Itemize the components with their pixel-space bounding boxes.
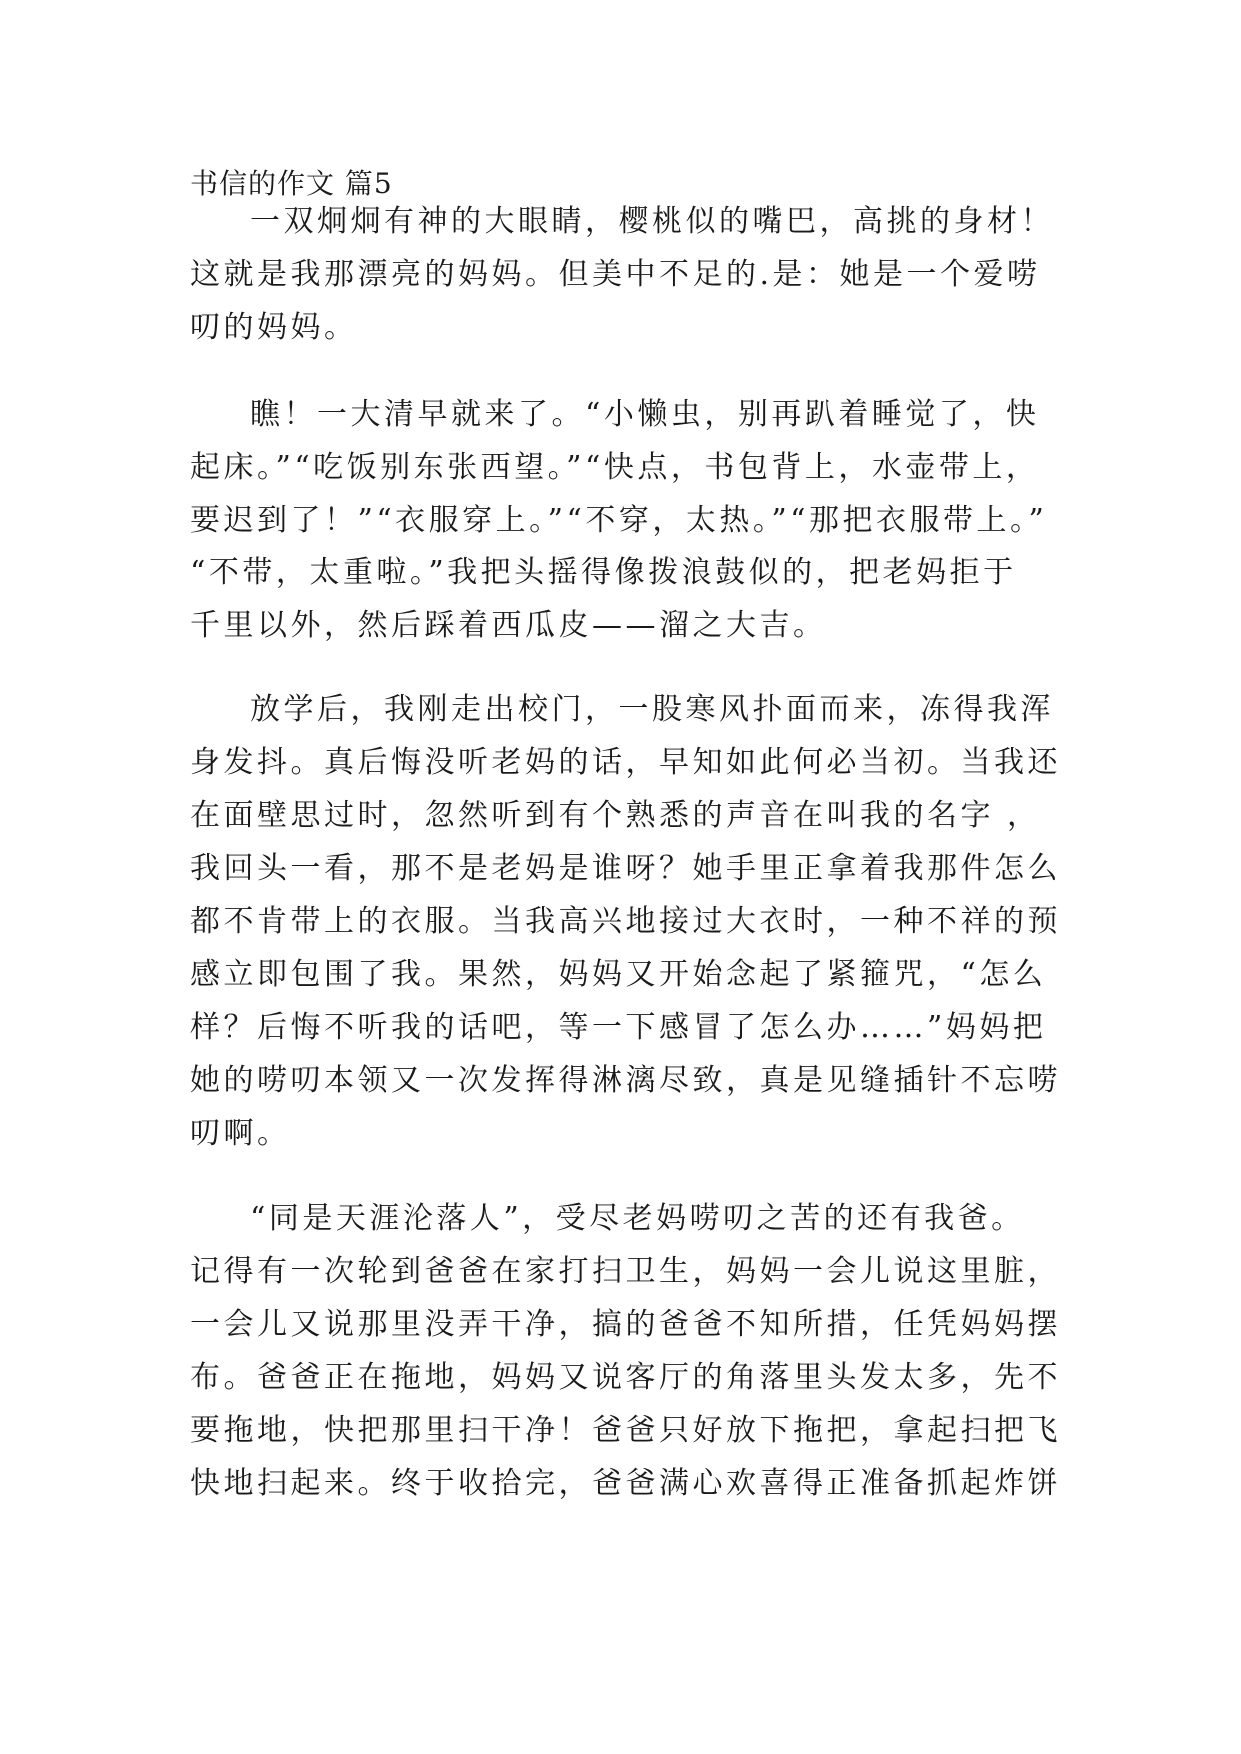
text-line: 布。爸爸正在拖地，妈妈又说客厅的角落里头发太多，先不 — [190, 1360, 1061, 1395]
text-line: “不带，太重啦。”我把头摇得像拨浪鼓似的，把老妈拒于 — [190, 555, 1017, 590]
text-line: 要迟到了！”“衣服穿上。”“不穿，太热。”“那把衣服带上。” — [190, 503, 1048, 538]
text-line: 这就是我那漂亮的妈妈。但美中不足的.是：她是一个爱唠 — [190, 257, 1041, 292]
text-line: 一双炯炯有神的大眼睛，樱桃似的嘴巴，高挑的身材！ — [250, 204, 1054, 239]
document-title: 书信的作文 篇5 — [190, 167, 393, 200]
text-line: 叨啊。 — [190, 1116, 291, 1151]
text-line: 记得有一次轮到爸爸在家打扫卫生，妈妈一会儿说这里脏， — [190, 1254, 1061, 1289]
text-line: 放学后，我刚走出校门，一股寒风扑面而来，冻得我浑 — [250, 692, 1054, 727]
text-line: 我回头一看，那不是老妈是谁呀？她手里正拿着我那件怎么 — [190, 851, 1061, 886]
text-line: 样？后悔不听我的话吧，等一下感冒了怎么办……”妈妈把 — [190, 1010, 1047, 1045]
text-line: 一会儿又说那里没弄干净，搞的爸爸不知所措，任凭妈妈摆 — [190, 1307, 1061, 1342]
text-line: 千里以外，然后踩着西瓜皮——溜之大吉。 — [190, 608, 827, 643]
text-line: 都不肯带上的衣服。当我高兴地接过大衣时，一种不祥的预 — [190, 904, 1061, 939]
text-line: 她的唠叨本领又一次发挥得淋漓尽致，真是见缝插针不忘唠 — [190, 1063, 1061, 1098]
text-line: 身发抖。真后悔没听老妈的话，早知如此何必当初。当我还 — [190, 745, 1061, 780]
text-line: 起床。”“吃饭别东张西望。”“快点，书包背上，水壶带上， — [190, 450, 1040, 485]
text-line: 感立即包围了我。果然，妈妈又开始念起了紧箍咒，“怎么 — [190, 957, 1047, 992]
text-line: “同是天涯沦落人”，受尽老妈唠叨之苦的还有我爸。 — [250, 1201, 1025, 1236]
text-line: 瞧！一大清早就来了。“小懒虫，别再趴着睡觉了，快 — [250, 397, 1040, 432]
text-line: 快地扫起来。终于收拾完，爸爸满心欢喜得正准备抓起炸饼 — [190, 1466, 1061, 1501]
text-line: 在面壁思过时，忽然听到有个熟悉的声音在叫我的名字 ， — [190, 798, 1041, 833]
text-line: 叨的妈妈。 — [190, 310, 358, 345]
text-line: 要拖地，快把那里扫干净！爸爸只好放下拖把，拿起扫把飞 — [190, 1413, 1061, 1448]
